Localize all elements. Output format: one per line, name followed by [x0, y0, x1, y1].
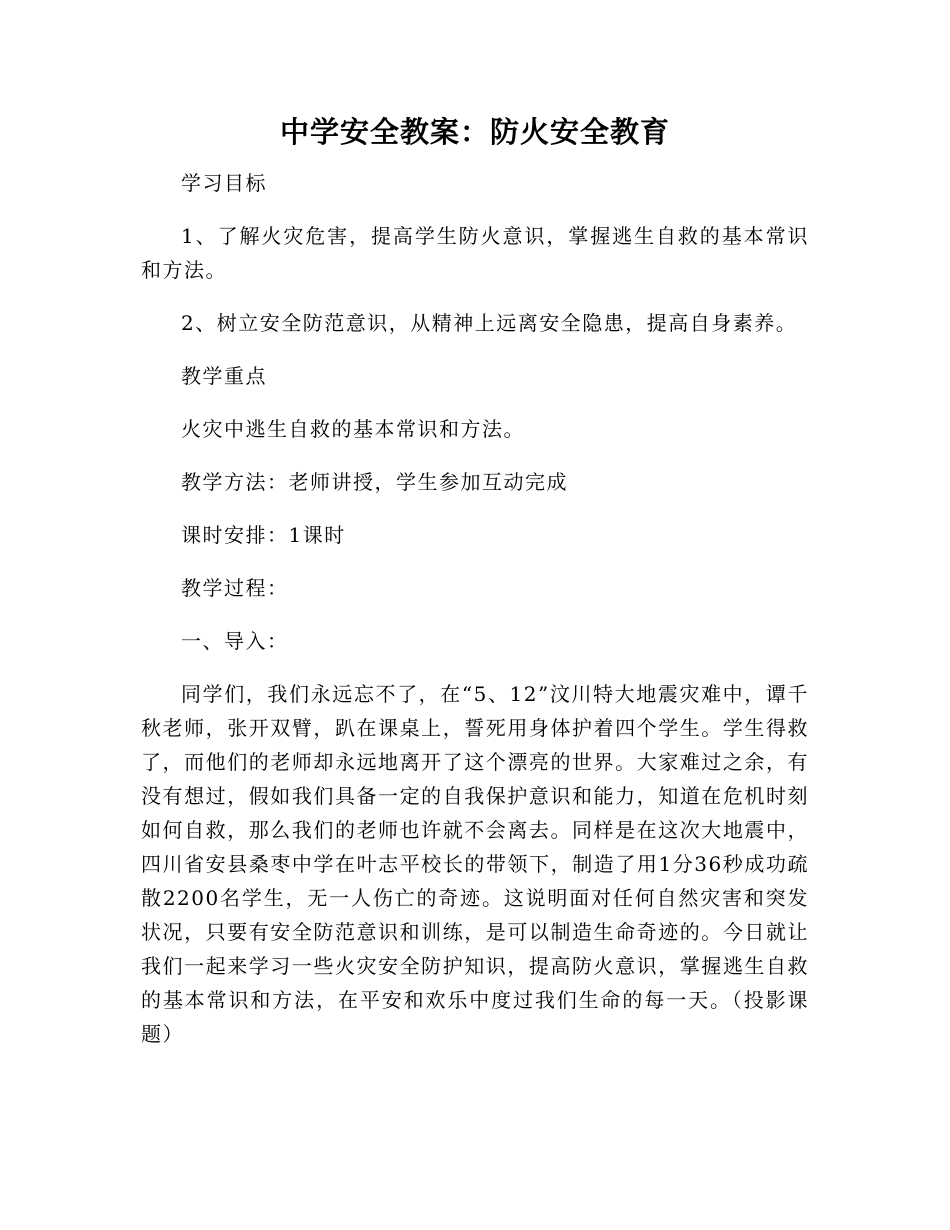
teaching-focus-text: 火灾中逃生自救的基本常识和方法。 [181, 417, 525, 441]
heading-learning-goals: 学习目标 [181, 171, 267, 195]
teaching-method: 教学方法：老师讲授，学生参加互动完成 [181, 470, 568, 494]
goal-item-1: 1、了解火灾危害，提高学生防火意识，掌握逃生自救的基本常识和方法。 [141, 224, 809, 282]
class-schedule: 课时安排：1课时 [181, 523, 346, 547]
document-body [141, 166, 809, 1070]
goal-item-2: 2、树立安全防范意识，从精神上远离安全隐患，提高自身素养。 [181, 311, 798, 335]
intro-paragraph: 同学们，我们永远忘不了，在“5、12”汶川特大地震灾难中，谭千秋老师，张开双臂，趴在课桌上，誓死用身体护着四个学生。学生得救了，而他们的老师却永远地离开了这个漂亮的世界。大家难过之余，有没有想过，假如我们具备一定的自我保护意识和能力，知道在危机时刻如何自救，那么我们的老师也许就不会离去。同样是在这次大地震中，四川省安县桑枣中学在叶志平校长的带领下，制造了用1分36秒成功疏散2200名学生，无一人伤亡的奇迹。这说明面对任何自然灾害和突发状况，只要有安全防范意识和训练，是可以制造生命奇迹的。今日就让我们一起来学习一些火灾安全防护知识，提高防火意识，掌握逃生自救的基本常识和方法，在平安和欢乐中度过我们生命的每一天。（投影课题） [141, 682, 809, 1046]
section-intro-heading: 一、导入： [181, 629, 289, 653]
document-title: 中学安全教案：防火安全教育 [279, 115, 670, 149]
heading-teaching-process: 教学过程： [181, 576, 289, 600]
heading-teaching-focus: 教学重点 [181, 364, 267, 388]
